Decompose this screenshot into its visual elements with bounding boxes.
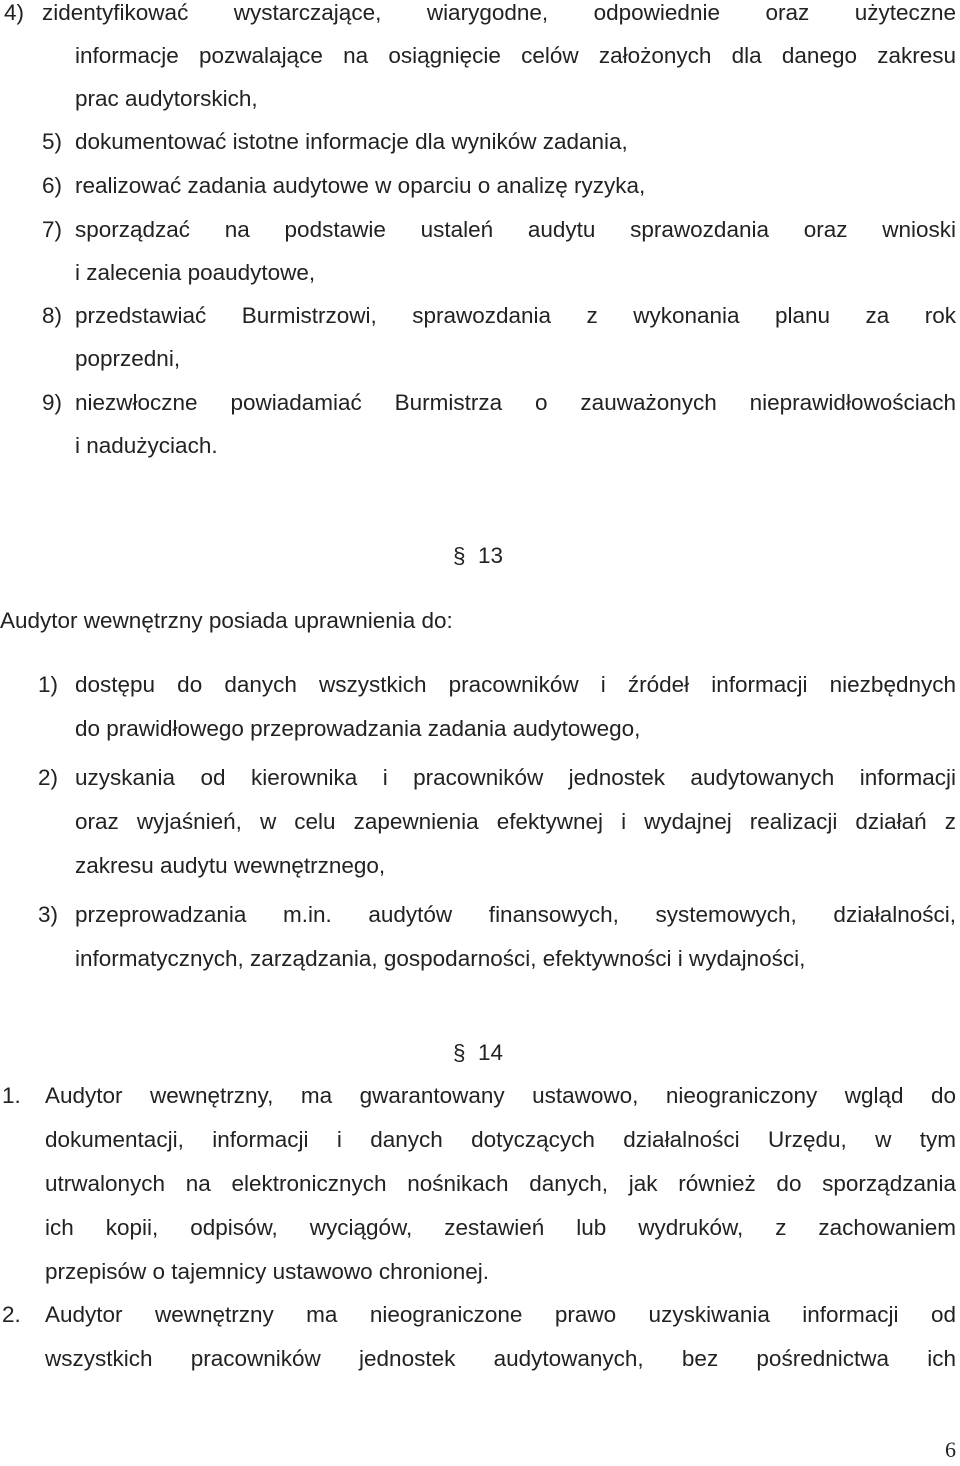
list-b-item-1-line-1: dostępu do danych wszystkich pracowników i źródeł informacji niezbędnych <box>75 672 956 697</box>
list-a-item-8-number: 8) <box>42 303 63 328</box>
section-number: 14 <box>478 1040 504 1065</box>
list-b-item-1-number: 1) <box>38 672 59 697</box>
list-a-item-5-number: 5) <box>42 129 63 154</box>
list-a-item-4-number: 4) <box>4 0 25 25</box>
section-sign: § <box>453 543 466 568</box>
list-a-item-9-number: 9) <box>42 390 63 415</box>
list-b-item-2-line-1: uzyskania od kierownika i pracowników jednostek audytowanych informacji <box>75 765 956 790</box>
list-c-item-1-line-1: Audytor wewnętrzny, ma gwarantowany ustawowo, nieograniczony wgląd do <box>45 1083 956 1108</box>
list-a-item-8-line-2: poprzedni, <box>75 346 181 371</box>
list-c-item-2-line-2: wszystkich pracowników jednostek audytowanych, bez pośrednictwa ich <box>45 1346 956 1371</box>
section-number: 13 <box>478 543 504 568</box>
page-number: 6 <box>945 1437 956 1462</box>
list-c-item-2-number: 2. <box>2 1302 21 1327</box>
list-c-item-1-line-5: przepisów o tajemnicy ustawowo chronionej. <box>45 1259 489 1284</box>
list-c-item-1-number: 1. <box>2 1083 21 1108</box>
list-b-item-3-line-2: informatycznych, zarządzania, gospodarności, efektywności i wydajności, <box>75 946 806 971</box>
section-13-heading <box>453 542 503 570</box>
list-c-item-1-line-3: utrwalonych na elektronicznych nośnikach danych, jak również do sporządzania <box>45 1171 956 1196</box>
list-c-item-2-line-1: Audytor wewnętrzny ma nieograniczone prawo uzyskiwania informacji od <box>45 1302 956 1327</box>
list-a-item-4-line-2: informacje pozwalające na osiągnięcie celów założonych dla danego zakresu <box>75 43 956 68</box>
list-a-item-6-number: 6) <box>42 173 63 198</box>
section-13-intro: Audytor wewnętrzny posiada uprawnienia do: <box>0 608 453 633</box>
list-a-item-9-line-1: niezwłoczne powiadamiać Burmistrza o zauważonych nieprawidłowościach <box>75 390 956 415</box>
list-b-item-2-line-3: zakresu audytu wewnętrznego, <box>75 853 386 878</box>
list-a-item-4-line-3: prac audytorskich, <box>75 86 258 111</box>
list-a-item-7-number: 7) <box>42 217 63 242</box>
list-a-item-9-line-2: i nadużyciach. <box>75 433 218 458</box>
list-a-item-6-line-1: realizować zadania audytowe w oparciu o analizę ryzyka, <box>75 173 646 198</box>
list-a-item-8-line-1: przedstawiać Burmistrzowi, sprawozdania z wykonania planu za rok <box>75 303 956 328</box>
list-b-item-3-number: 3) <box>38 902 59 927</box>
list-c-item-1-line-2: dokumentacji, informacji i danych dotyczących działalności Urzędu, w tym <box>45 1127 956 1152</box>
list-b-item-3-line-1: przeprowadzania m.in. audytów finansowych, systemowych, działalności, <box>75 902 956 927</box>
list-b-item-2-number: 2) <box>38 765 59 790</box>
list-b-item-1-line-2: do prawidłowego przeprowadzania zadania audytowego, <box>75 716 641 741</box>
section-sign: § <box>453 1040 466 1065</box>
list-a-item-7-line-2: i zalecenia poaudytowe, <box>75 260 316 285</box>
list-a-item-7-line-1: sporządzać na podstawie ustaleń audytu sprawozdania oraz wnioski <box>75 217 956 242</box>
list-a-item-4-line-1: zidentyfikować wystarczające, wiarygodne, odpowiednie oraz użyteczne <box>42 0 956 25</box>
list-c-item-1-line-4: ich kopii, odpisów, wyciągów, zestawień lub wydruków, z zachowaniem <box>45 1215 956 1240</box>
list-b-item-2-line-2: oraz wyjaśnień, w celu zapewnienia efektywnej i wydajnej realizacji działań z <box>75 809 956 834</box>
section-14-heading <box>453 1039 503 1067</box>
list-a-item-5-line-1: dokumentować istotne informacje dla wyników zadania, <box>75 129 628 154</box>
